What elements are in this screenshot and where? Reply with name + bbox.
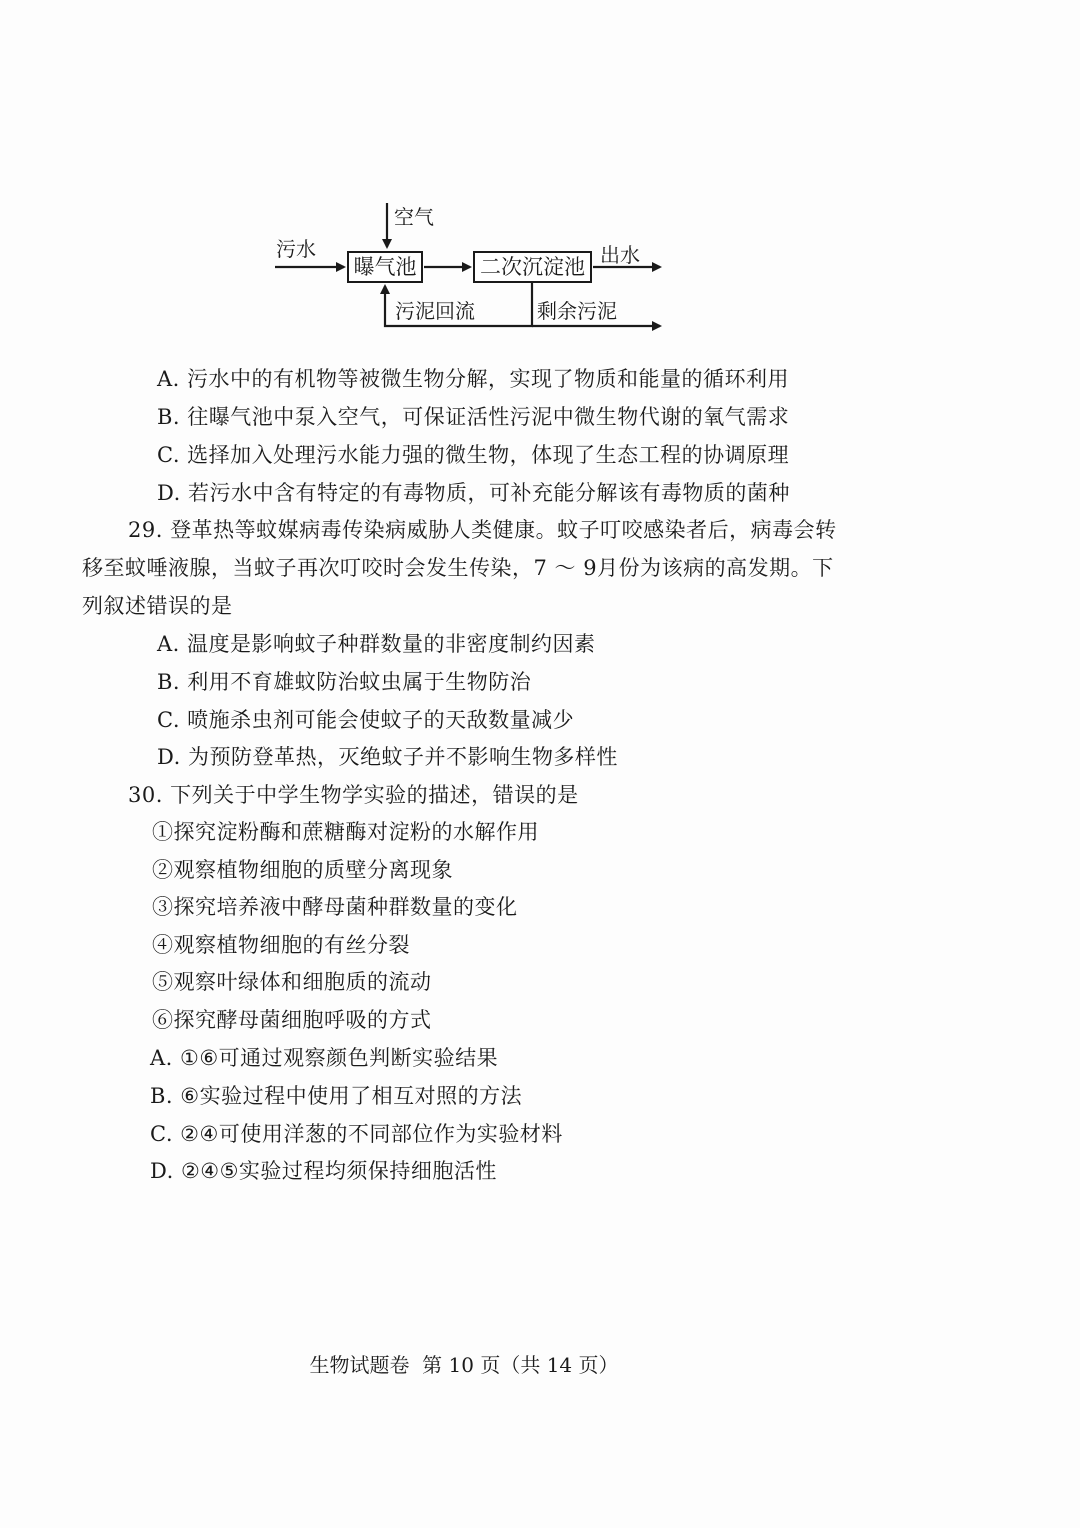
q30-option-b: B. ⑥实验过程中使用了相互对照的方法 (150, 1084, 523, 1108)
q30-stem: 30. 下列关于中学生物学实验的描述，错误的是 (128, 783, 579, 807)
page-footer: 生物试题卷 第 10 页（共 14 页） (309, 1353, 619, 1377)
excess-sludge-label: 剩余污泥 (537, 299, 617, 323)
sewage-label: 污水 (276, 237, 316, 261)
q30-option-d: D. ②④⑤实验过程均须保持细胞活性 (150, 1159, 497, 1183)
q30-item-3: ③探究培养液中酵母菌种群数量的变化 (152, 895, 518, 919)
outflow-label: 出水 (600, 243, 640, 267)
sedimentation-tank-box: 二次沉淀池 (473, 251, 592, 283)
q30-item-2: ②观察植物细胞的质壁分离现象 (152, 858, 453, 882)
air-label: 空气 (394, 205, 434, 229)
q29-option-b: B. 利用不育雄蚊防治蚊虫属于生物防治 (157, 670, 532, 694)
q29-stem-line-3: 列叙述错误的是 (82, 594, 233, 618)
q29-option-c: C. 喷施杀虫剂可能会使蚊子的天敌数量减少 (157, 708, 575, 732)
wastewater-treatment-diagram (260, 195, 680, 345)
q29-option-d: D. 为预防登革热，灭绝蚊子并不影响生物多样性 (157, 745, 618, 769)
q29-option-a: A. 温度是影响蚊子种群数量的非密度制约因素 (157, 632, 596, 656)
q30-item-4: ④观察植物细胞的有丝分裂 (152, 933, 410, 957)
q29-stem-line-1: 29. 登革热等蚊媒病毒传染病威胁人类健康。蚊子叮咬感染者后，病毒会转 (128, 518, 837, 542)
q28-option-b: B. 往曝气池中泵入空气，可保证活性污泥中微生物代谢的氧气需求 (157, 405, 790, 429)
aeration-tank-box: 曝气池 (347, 251, 423, 283)
q29-stem-line-2: 移至蚊唾液腺，当蚊子再次叮咬时会发生传染，7 ～ 9月份为该病的高发期。下 (82, 556, 834, 580)
q28-option-a: A. 污水中的有机物等被微生物分解，实现了物质和能量的循环利用 (157, 367, 790, 391)
q28-option-c: C. 选择加入处理污水能力强的微生物，体现了生态工程的协调原理 (157, 443, 790, 467)
q30-item-1: ①探究淀粉酶和蔗糖酶对淀粉的水解作用 (152, 820, 539, 844)
q30-option-a: A. ①⑥可通过观察颜色判断实验结果 (150, 1046, 499, 1070)
q30-option-c: C. ②④可使用洋葱的不同部位作为实验材料 (150, 1122, 563, 1146)
q28-option-d: D. 若污水中含有特定的有毒物质，可补充能分解该有毒物质的菌种 (157, 481, 790, 505)
q30-item-5: ⑤观察叶绿体和细胞质的流动 (152, 970, 432, 994)
sludge-return-label: 污泥回流 (395, 299, 475, 323)
q30-item-6: ⑥探究酵母菌细胞呼吸的方式 (152, 1008, 432, 1032)
